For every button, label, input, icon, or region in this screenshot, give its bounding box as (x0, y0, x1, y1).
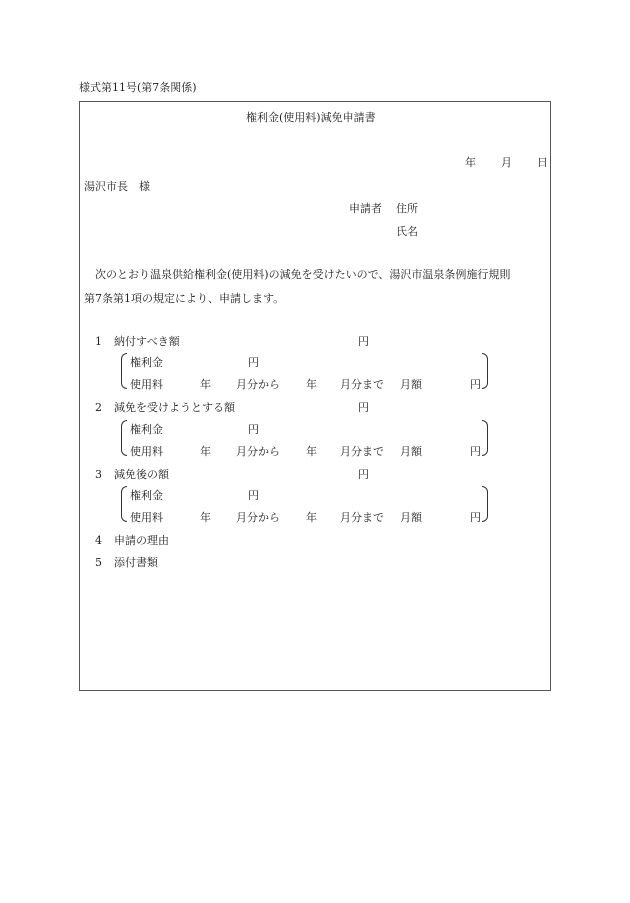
bracket-left (121, 420, 127, 456)
applicant-label: 申請者 (349, 202, 382, 215)
bracket-left (121, 353, 127, 389)
date-year-label: 年 (465, 156, 476, 169)
sub-year-to: 年 (306, 378, 317, 391)
item-number: 4 (95, 534, 102, 547)
item-number: 1 (95, 335, 102, 348)
sub-yen-kenrikin: 円 (248, 356, 259, 369)
sub-year-from: 年 (200, 511, 211, 524)
sub-monthly-label: 月額 (400, 378, 422, 391)
bracket-right (482, 353, 488, 389)
item-label-attachments: 添付書類 (114, 556, 158, 569)
sub-month-to: 月分まで (340, 378, 384, 391)
sub-month-to: 月分まで (340, 511, 384, 524)
form-title: 権利金(使用料)減免申請書 (246, 111, 376, 124)
addressee: 湯沢市長 様 (84, 180, 150, 193)
sub-monthly-label: 月額 (400, 445, 422, 458)
applicant-name-label: 氏名 (396, 225, 418, 238)
date-month-label: 月 (501, 156, 512, 169)
item-label: 減免後の額 (114, 468, 169, 481)
sub-label-shiyoryo: 使用料 (130, 378, 163, 391)
item-label-reason: 申請の理由 (114, 534, 169, 547)
sub-monthly-yen: 円 (470, 445, 481, 458)
sub-year-to: 年 (306, 511, 317, 524)
body-text-line1: 次のとおり温泉供給権利金(使用料)の減免を受けたいので、湯沢市温泉条例施行規則 (95, 268, 511, 281)
sub-monthly-yen: 円 (470, 511, 481, 524)
sub-year-to: 年 (306, 445, 317, 458)
sub-month-from: 月分から (236, 511, 280, 524)
sub-yen-kenrikin: 円 (248, 489, 259, 502)
sub-label-shiyoryo: 使用料 (130, 445, 163, 458)
sub-month-from: 月分から (236, 445, 280, 458)
sub-label-kenrikin: 権利金 (130, 489, 163, 502)
item-yen: 円 (358, 335, 369, 348)
applicant-address-label: 住所 (396, 202, 418, 215)
sub-label-kenrikin: 権利金 (130, 423, 163, 436)
sub-year-from: 年 (200, 445, 211, 458)
item-number: 5 (95, 556, 102, 569)
sub-year-from: 年 (200, 378, 211, 391)
form-number: 様式第11号(第7条関係) (79, 81, 197, 94)
date-day-label: 日 (537, 156, 548, 169)
item-yen: 円 (358, 401, 369, 414)
item-number: 2 (95, 401, 102, 414)
body-text-line2: 第7条第1項の規定により、申請します。 (84, 292, 285, 305)
bracket-right (482, 486, 488, 522)
bracket-left (121, 486, 127, 522)
bracket-right (482, 420, 488, 456)
item-label: 減免を受けようとする額 (114, 401, 235, 414)
sub-monthly-label: 月額 (400, 511, 422, 524)
sub-month-to: 月分まで (340, 445, 384, 458)
item-number: 3 (95, 468, 102, 481)
sub-label-kenrikin: 権利金 (130, 356, 163, 369)
sub-label-shiyoryo: 使用料 (130, 511, 163, 524)
sub-month-from: 月分から (236, 378, 280, 391)
sub-yen-kenrikin: 円 (248, 423, 259, 436)
sub-monthly-yen: 円 (470, 378, 481, 391)
item-yen: 円 (358, 468, 369, 481)
item-label: 納付すべき額 (114, 335, 180, 348)
